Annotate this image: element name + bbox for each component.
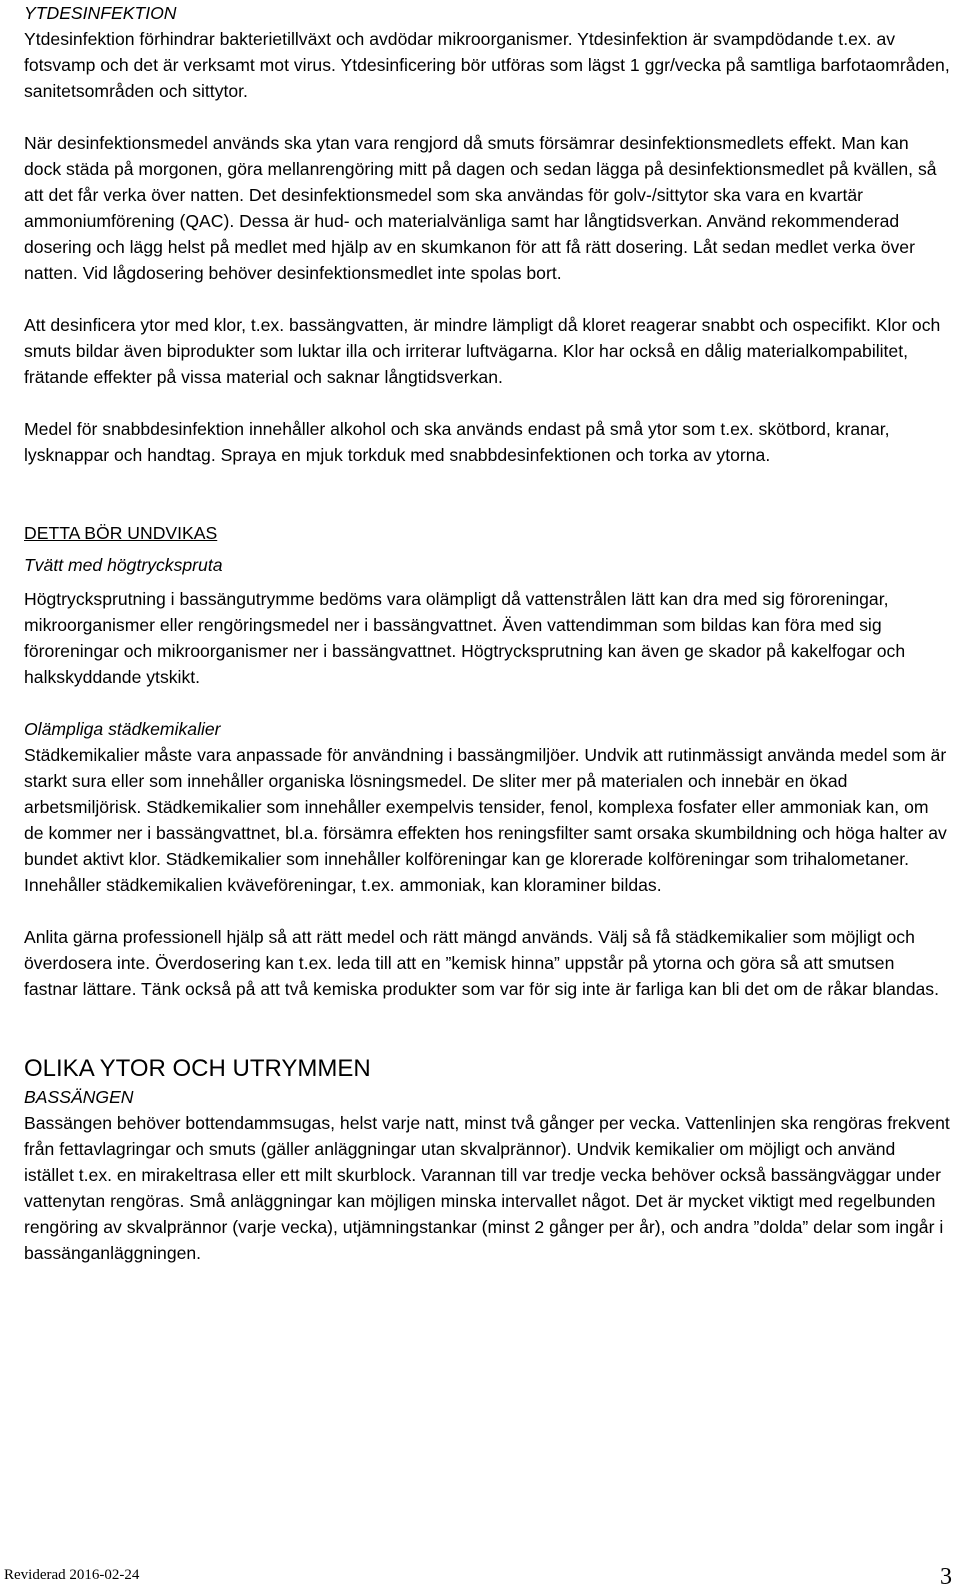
paragraph: Ytdesinfektion förhindrar bakterietillväxt och avdödar mikroorganismer. Ytdesinfektion är svampdödande t.ex. av fotsvamp och det är verksamt mot virus. Ytdesinficering bör utföras som lägst 1 ggr/vecka på samtliga barfotaområden, sanitetsområden och sittytor.	[24, 29, 950, 101]
section-heading-ytdesinfektion: YTDESINFEKTION	[24, 3, 177, 23]
page-number: 3	[940, 1564, 952, 1590]
paragraph: Anlita gärna professionell hjälp så att rätt medel och rätt mängd används. Välj så få städkemikalier som möjligt och överdosera inte. Överdosering kan t.ex. leda till att en ”kemisk hinna” uppstår på ytorna och göra så att smutsen fastnar lättare. Tänk också på att två kemiska produkter som var för sig inte är farliga kan bli det om de råkar blandas.	[24, 927, 939, 999]
document-page	[24, 0, 950, 1266]
subheading-hogtryck: Tvätt med högtryckspruta	[24, 555, 223, 575]
paragraph: Att desinficera ytor med klor, t.ex. bassängvatten, är mindre lämpligt då kloret reagerar snabbt och ospecifikt. Klor och smuts bildar även biprodukter som luktar illa och irriterar luftvägarna. Klor har också en dålig materialkompabilitet, frätande effekter på vissa material och saknar långtidsverkan.	[24, 315, 941, 387]
paragraph: När desinfektionsmedel används ska ytan vara rengjord då smuts försämrar desinfektionsmedlets effekt. Man kan dock städa på morgonen, göra mellanrengöring mitt på dagen och sedan lägga på desinfektionsmedlet på kvällen, så att det får verka över natten. Det desinfektionsmedel som ska användas för golv-/sittytor ska vara en kvartär ammoniumförening (QAC). Dessa är hud- och materialvänliga samt har långtidsverkan. Använd rekommenderad dosering och lägg helst på medlet med hjälp av en skumkanon för att få rätt dosering. Låt sedan medlet verka över natten. Vid lågdosering behöver desinfektionsmedlet inte spolas bort.	[24, 133, 937, 283]
subheading-bassangen: BASSÄNGEN	[24, 1087, 134, 1107]
paragraph: Städkemikalier måste vara anpassade för användning i bassängmiljöer. Undvik att rutinmässigt använda medel som är starkt sura eller som innehåller organiska lösningsmedel. De sliter mer på materialen och innebär en ökad arbetsmiljörisk. Städkemikalier som innehåller exempelvis tensider, fenol, komplexa fosfater eller ammoniak kan, om de kommer ner i bassängvattnet, bl.a. försämra effekten hos reningsfilter samt orsaka skumbildning och höga halter av bundet aktivt klor. Städkemikalier som innehåller kolföreningar kan ge klorerade kolföreningar som trihalometaner. Innehåller städkemikalien kväveföreningar, t.ex. ammoniak, kan kloraminer bildas.	[24, 745, 947, 895]
section-heading-olika-ytor: OLIKA YTOR OCH UTRYMMEN	[24, 1055, 371, 1082]
paragraph: Medel för snabbdesinfektion innehåller alkohol och ska används endast på små ytor som t.ex. skötbord, kranar, lysknappar och handtag. Spraya en mjuk torkduk med snabbdesinfektionen och torka av ytorna.	[24, 419, 890, 465]
subheading-stadkemikalier: Olämpliga städkemikalier	[24, 719, 221, 739]
paragraph: Bassängen behöver bottendammsugas, helst varje natt, minst två gånger per vecka. Vattenlinjen ska rengöras frekvent från fettavlagringar och smuts (gäller anläggningar utan skvalprännor). Undvik kemikalier om möjligt och använd istället t.ex. en mirakeltrasa eller ett milt skurblock. Varannan till var tredje vecka behöver också bassängväggar under vattenytan rengöras. Små anläggningar kan möjligen minska intervallet något. Det är mycket viktigt med regelbunden rengöring av skvalprännor (varje vecka), utjämningstankar (minst 2 gånger per år), och andra ”dolda” delar som ingår i bassänganläggningen.	[24, 1113, 950, 1263]
paragraph: Högtrycksprutning i bassängutrymme bedöms vara olämpligt då vattenstrålen lätt kan dra med sig föroreningar, mikroorganismer eller rengöringsmedel ner i bassängvattnet. Även vattendimman som bildas kan föra med sig föroreningar och mikroorganismer ner i bassängvattnet. Högtrycksprutning kan även ge skador på kakelfogar och halkskyddande ytskikt.	[24, 589, 906, 687]
section-heading-undvikas: DETTA BÖR UNDVIKAS	[24, 523, 218, 543]
revision-date: Reviderad 2016-02-24	[4, 1567, 140, 1583]
